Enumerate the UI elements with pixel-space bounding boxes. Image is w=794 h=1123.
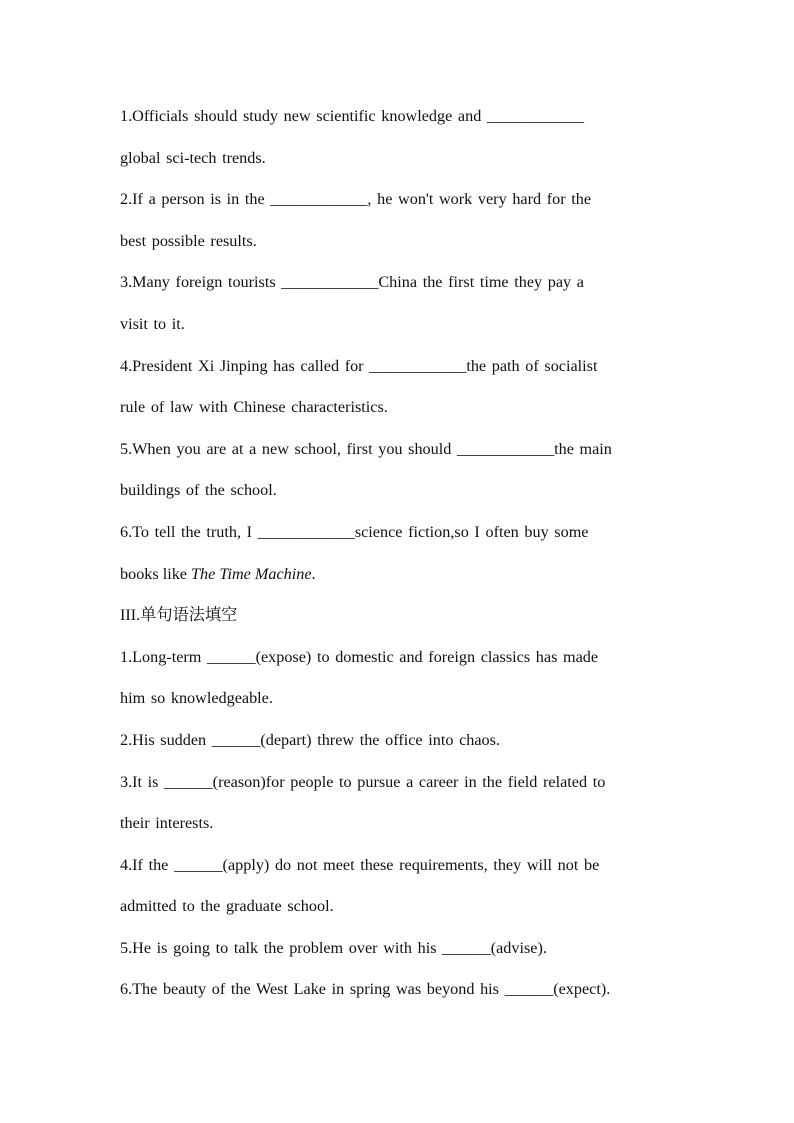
item-3-4-line-2: admitted to the graduate school.	[120, 897, 334, 916]
item-2-5-line-2: buildings of the school.	[120, 481, 277, 500]
item-3-6-line-1: 6.The beauty of the West Lake in spring was beyond his ______(expect).	[120, 980, 611, 999]
item-2-4-line-2: rule of law with Chinese characteristics.	[120, 398, 388, 417]
item-3-3-line-2: their interests.	[120, 814, 214, 833]
section-3-heading: III.单句语法填空	[120, 606, 238, 625]
item-2-6-line-1: 6.To tell the truth, I ____________science fiction,so I often buy some	[120, 522, 589, 541]
item-2-3-line-2: visit to it.	[120, 314, 185, 333]
item-3-5-line-1: 5.He is going to talk the problem over with his ______(advise).	[120, 938, 547, 957]
item-2-1-line-1: 1.Officials should study new scientific knowledge and ____________	[120, 107, 585, 125]
worksheet-content	[120, 96, 680, 1011]
item-2-4-line-1: 4.President Xi Jinping has called for ____________the path of socialist	[120, 356, 598, 375]
item-2-2-line-2: best possible results.	[120, 231, 257, 250]
book-prefix: books like	[120, 564, 192, 583]
item-2-1-line-2: global sci-tech trends.	[120, 148, 266, 167]
item-3-1-line-1: 1.Long-term ______(expose) to domestic and foreign classics has made	[120, 647, 599, 666]
section-2-list	[120, 96, 680, 595]
book-suffix: .	[311, 564, 316, 583]
item-3-2-line-1: 2.His sudden ______(depart) threw the office into chaos.	[120, 730, 500, 749]
item-2-5-line-1: 5.When you are at a new school, first you should ____________the main	[120, 439, 612, 458]
item-3-4-line-1: 4.If the ______(apply) do not meet these requirements, they will not be	[120, 855, 600, 874]
item-3-1-line-2: him so knowledgeable.	[120, 689, 273, 708]
item-2-3-line-1: 3.Many foreign tourists ____________China the first time they pay a	[120, 273, 584, 292]
book-title: The Time Machine	[191, 564, 312, 583]
section-3-list	[120, 637, 680, 1011]
item-2-6-line-2	[120, 554, 680, 596]
item-3-3-line-1: 3.It is ______(reason)for people to pursue a career in the field related to	[120, 772, 606, 791]
item-2-2-line-1: 2.If a person is in the ____________, he won't work very hard for the	[120, 190, 592, 209]
